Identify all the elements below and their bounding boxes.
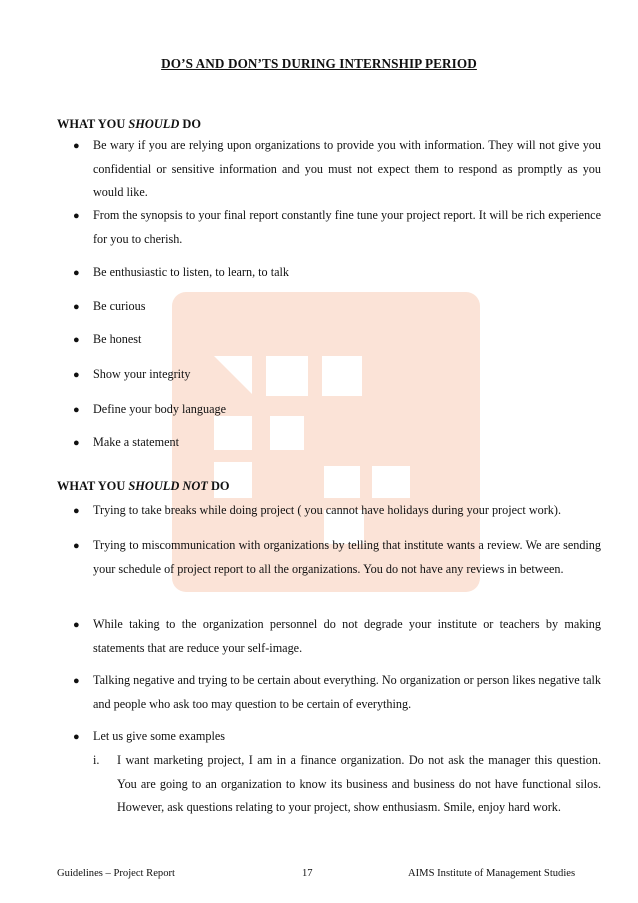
should-heading-prefix: WHAT YOU (57, 117, 129, 131)
bullet-icon: ● (73, 404, 80, 416)
bullet-icon: ● (73, 140, 80, 152)
should-item: Be honest (93, 332, 142, 346)
bullet-icon: ● (73, 731, 80, 743)
footer-right: AIMS Institute of Management Studies (408, 868, 576, 879)
bullet-icon: ● (73, 334, 80, 346)
should-not-item: Talking negative and trying to be certain about everything. No organization or person likes negative talk and people who ask too may question to be certain of everything. (93, 673, 601, 711)
should-not-heading-prefix: WHAT YOU (57, 479, 129, 493)
should-not-item: Trying to miscommunication with organizations by telling that institute wants a review. We are sending your schedule of project report to all the organizations. You do not have any reviews in between. (93, 538, 601, 576)
should-not-heading-emphasis: SHOULD NOT (128, 479, 208, 493)
should-not-item: Trying to take breaks while doing project ( you cannot have holidays during your project work). (93, 503, 561, 517)
bullet-icon: ● (73, 210, 80, 222)
bullet-icon: ● (73, 619, 80, 631)
should-item: From the synopsis to your final report constantly fine tune your project report. It will be rich experience for you to cherish. (93, 208, 601, 246)
should-item: Show your integrity (93, 367, 191, 381)
should-heading (57, 117, 201, 132)
example-numeral: i. (93, 753, 100, 767)
example-item: I want marketing project, I am in a finance organization. Do not ask the manager this question. You are going to an organization to know its business and business do not have functional silos. However, ask questions relating to your project, show enthusiasm. Smile, enjoy hard work. (117, 753, 601, 814)
bullet-icon: ● (73, 437, 80, 449)
footer-page-number: 17 (302, 868, 313, 879)
should-item: Be wary if you are relying upon organizations to provide you with information. They will not give you confidential or sensitive information and you must not expect them to respond as promptly as you would like. (93, 138, 601, 199)
bullet-icon: ● (73, 301, 80, 313)
should-heading-emphasis: SHOULD (128, 117, 180, 131)
should-item: Be curious (93, 299, 146, 313)
bullet-icon: ● (73, 505, 80, 517)
should-item: Define your body language (93, 402, 227, 416)
should-not-item: Let us give some examples (93, 729, 225, 743)
should-not-item: While taking to the organization personnel do not degrade your institute or teachers by making statements that are reduce your self-image. (93, 617, 601, 655)
should-heading-suffix: DO (179, 117, 202, 131)
footer-left: Guidelines – Project Report (57, 868, 175, 879)
bullet-icon: ● (73, 675, 80, 687)
bullet-icon: ● (73, 540, 80, 552)
should-item: Make a statement (93, 435, 179, 449)
should-not-heading-suffix: DO (207, 479, 230, 493)
should-not-heading (57, 479, 230, 494)
bullet-icon: ● (73, 369, 80, 381)
page-title: DO’S AND DON’TS DURING INTERNSHIP PERIOD (161, 56, 477, 71)
should-item: Be enthusiastic to listen, to learn, to talk (93, 265, 289, 279)
bullet-icon: ● (73, 267, 80, 279)
